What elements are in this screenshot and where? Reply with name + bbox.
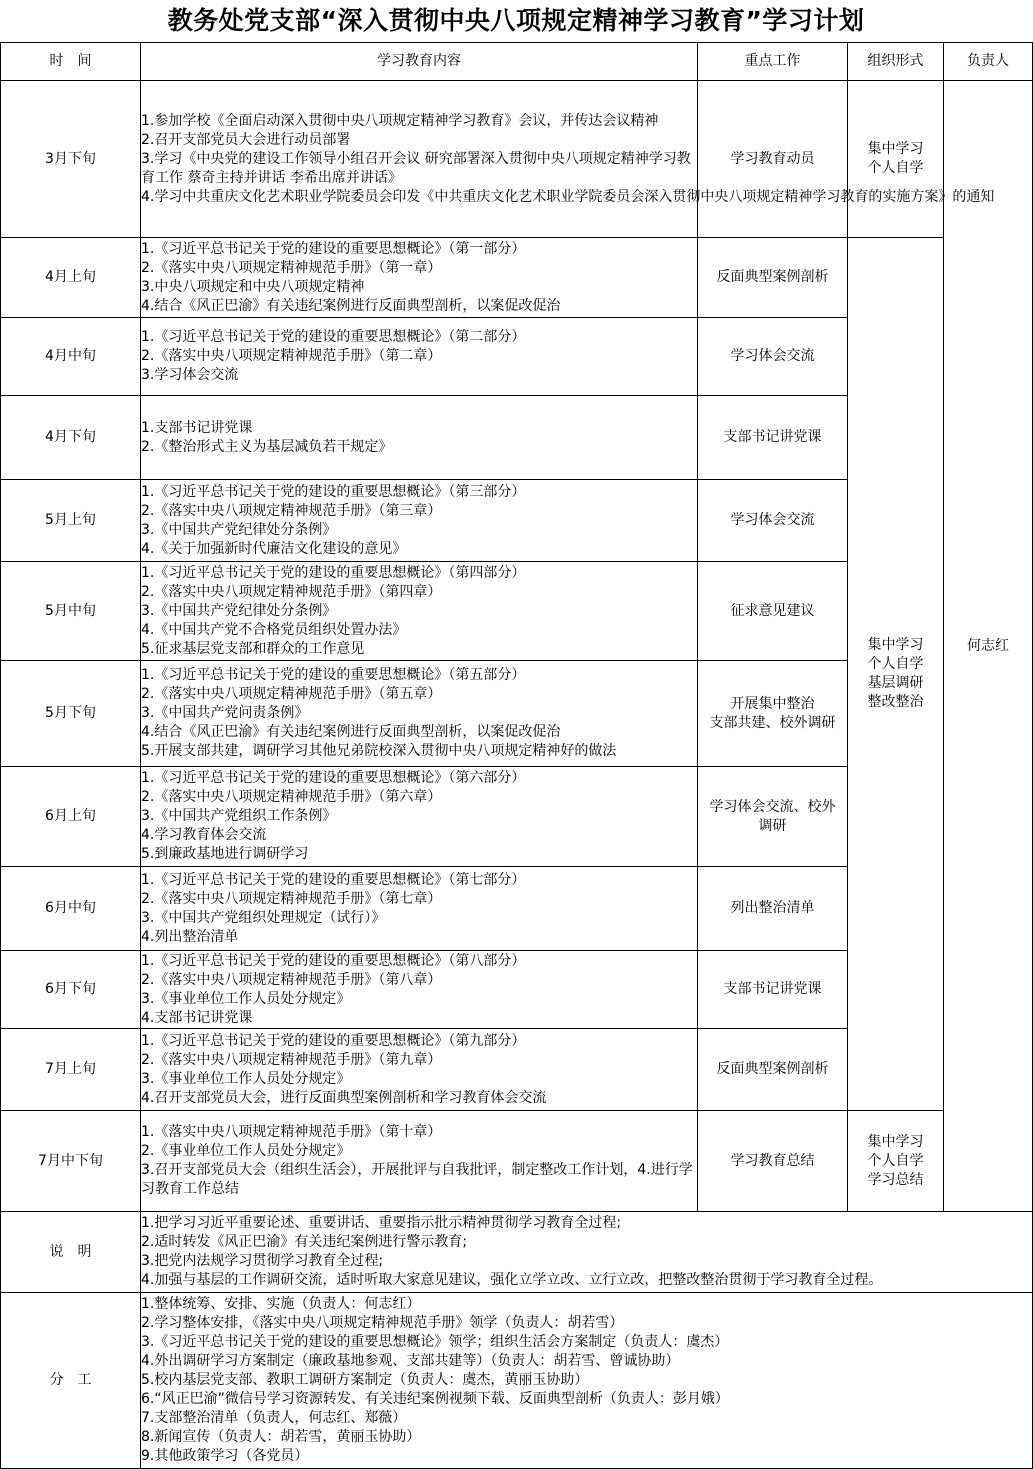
content-item: 3.召开支部党员大会（组织生活会），开展批评与自我批评，制定整改工作计划，4.进行学习教育工作总结 bbox=[141, 1162, 693, 1197]
content-item: 3.《中国共产党纪律处分条例》 bbox=[141, 602, 337, 619]
row-focus bbox=[698, 562, 848, 661]
row-focus bbox=[698, 238, 848, 318]
row-content bbox=[141, 951, 698, 1029]
form-line: 集中学习 bbox=[867, 637, 924, 653]
form-line: 集中学习 bbox=[867, 1133, 924, 1150]
header-row bbox=[1, 43, 1033, 81]
notes-row bbox=[1, 1212, 1033, 1293]
row-focus bbox=[698, 396, 848, 480]
row-content bbox=[141, 661, 698, 767]
row-time: 4月下旬 bbox=[1, 396, 141, 480]
header-form: 组织形式 bbox=[848, 43, 944, 81]
header-focus: 重点工作 bbox=[698, 43, 848, 81]
division-row-content bbox=[141, 1293, 1033, 1469]
focus-line: 调研 bbox=[758, 817, 787, 834]
content-item: 1.支部书记讲党课 bbox=[141, 419, 253, 436]
form-line: 整改整治 bbox=[867, 694, 924, 710]
form-line: 集中学习 bbox=[867, 141, 924, 157]
focus-line: 征求意见建议 bbox=[730, 602, 815, 619]
footer-item: 1.整体统筹、安排、实施（负责人：何志红） bbox=[141, 1296, 421, 1312]
division-row bbox=[1, 1293, 1033, 1469]
row-content bbox=[141, 480, 698, 562]
focus-line: 开展集中整治 bbox=[730, 695, 815, 712]
content-item: 1.《习近平总书记关于党的建设的重要思想概论》（第三部分） bbox=[141, 483, 526, 500]
footer-item: 9.其他政策学习（各党员） bbox=[141, 1448, 309, 1464]
content-item: 1.《习近平总书记关于党的建设的重要思想概论》（第八部分） bbox=[141, 952, 526, 969]
footer-item: 2.适时转发《风正巴渝》有关违纪案例进行警示教育; bbox=[141, 1234, 468, 1250]
content-item: 4.《关于加强新时代廉洁文化建设的意见》 bbox=[141, 540, 407, 557]
row-content bbox=[141, 318, 698, 396]
content-item: 1.《习近平总书记关于党的建设的重要思想概论》（第二部分） bbox=[141, 329, 526, 345]
footer-item: 8.新闻宣传（负责人：胡若雪，黄丽玉协助） bbox=[141, 1429, 421, 1445]
content-item: 3.《中国共产党问责条例》 bbox=[141, 705, 309, 721]
row-focus bbox=[698, 867, 848, 951]
content-item: 2.《落实中央八项规定精神规范手册》（第三章） bbox=[141, 502, 442, 519]
owner-cell: 何志红 bbox=[944, 81, 1033, 1212]
content-item: 4.结合《风正巴渝》有关违纪案例进行反面典型剖析，以案促改促治 bbox=[141, 724, 561, 740]
division-row-label: 分 工 bbox=[1, 1293, 141, 1469]
content-item: 4.学习中共重庆文化艺术职业学院委员会印发《中共重庆文化艺术职业学院委员会深入贯彻中央八项规定精神学习教育的实施方案》的通知 bbox=[141, 188, 995, 205]
content-item: 1.《习近平总书记关于党的建设的重要思想概论》（第六部分） bbox=[141, 770, 526, 786]
content-item: 2.《落实中央八项规定精神规范手册》（第五章） bbox=[141, 686, 442, 702]
row-content bbox=[141, 1111, 698, 1212]
content-item: 4.结合《风正巴渝》有关违纪案例进行反面典型剖析，以案促改促治 bbox=[141, 297, 561, 314]
focus-line: 学习体会交流、校外 bbox=[709, 798, 836, 815]
footer-item: 5.校内基层党支部、教职工调研方案制定（负责人：虞杰，黄丽玉协助） bbox=[141, 1372, 589, 1388]
focus-line: 学习教育动员 bbox=[730, 150, 815, 167]
focus-line: 支部共建、校外调研 bbox=[709, 714, 836, 731]
content-item: 1.《落实中央八项规定精神规范手册》（第十章） bbox=[141, 1124, 442, 1140]
focus-line: 学习体会交流 bbox=[730, 512, 815, 528]
content-item: 2.《落实中央八项规定精神规范手册》（第二章） bbox=[141, 348, 442, 364]
row-focus bbox=[698, 1029, 848, 1111]
form-line: 基层调研 bbox=[867, 675, 924, 691]
form-cell bbox=[848, 1111, 944, 1212]
focus-line: 反面典型案例剖析 bbox=[716, 1061, 829, 1077]
focus-line: 学习教育总结 bbox=[730, 1152, 815, 1169]
row-time: 6月上旬 bbox=[1, 767, 141, 867]
row-content bbox=[141, 562, 698, 661]
row-focus bbox=[698, 767, 848, 867]
focus-line: 支部书记讲党课 bbox=[723, 981, 822, 997]
content-item: 3.学习《中央党的建设工作领导小组召开会议 研究部署深入贯彻中央八项规定精神学习教育工作 蔡奇主持并讲话 李希出席并讲话》 bbox=[141, 150, 691, 186]
content-item: 2.《落实中央八项规定精神规范手册》（第九章） bbox=[141, 1051, 442, 1068]
form-line: 个人自学 bbox=[867, 160, 924, 176]
notes-row-content bbox=[141, 1212, 1033, 1293]
content-item: 1.《习近平总书记关于党的建设的重要思想概论》（第四部分） bbox=[141, 564, 526, 581]
header-time: 时 间 bbox=[1, 43, 141, 81]
row-time: 7月中下旬 bbox=[1, 1111, 141, 1212]
content-item: 3.《中国共产党纪律处分条例》 bbox=[141, 521, 337, 538]
row-time: 5月中旬 bbox=[1, 562, 141, 661]
footer-item: 2.学习整体安排，《落实中央八项规定精神规范手册》领学（负责人：胡若雪） bbox=[141, 1315, 624, 1331]
notes-row-label: 说 明 bbox=[1, 1212, 141, 1293]
footer-item: 4.外出调研学习方案制定（廉政基地参观、支部共建等）（负责人：胡若雪、曾诚协助） bbox=[141, 1353, 680, 1369]
content-item: 3.学习体会交流 bbox=[141, 367, 239, 383]
row-focus bbox=[698, 81, 848, 238]
plan-row bbox=[1, 81, 1033, 238]
content-item: 2.《落实中央八项规定精神规范手册》（第四章） bbox=[141, 583, 442, 600]
content-item: 5.到廉政基地进行调研学习 bbox=[141, 846, 309, 862]
content-item: 3.《中国共产党组织处理规定（试行）》 bbox=[141, 909, 386, 926]
content-item: 5.征求基层党支部和群众的工作意见 bbox=[141, 640, 365, 657]
plan-row bbox=[1, 238, 1033, 318]
content-item: 5.开展支部共建，调研学习其他兄弟院校深入贯彻中央八项规定精神好的做法 bbox=[141, 743, 617, 759]
row-time: 4月中旬 bbox=[1, 318, 141, 396]
row-time: 6月下旬 bbox=[1, 951, 141, 1029]
row-content bbox=[141, 1029, 698, 1111]
plan-row bbox=[1, 1111, 1033, 1212]
content-item: 2.《整治形式主义为基层减负若干规定》 bbox=[141, 438, 393, 455]
footer-item: 3.把党内法规学习贯彻学习教育全过程; bbox=[141, 1253, 384, 1269]
footer-item: 1.把学习习近平重要论述、重要讲话、重要指示批示精神贯彻学习教育全过程; bbox=[141, 1215, 622, 1231]
content-item: 4.召开支部党员大会，进行反面典型案例剖析和学习教育体会交流 bbox=[141, 1089, 547, 1106]
row-time: 6月中旬 bbox=[1, 867, 141, 951]
content-item: 4.支部书记讲党课 bbox=[141, 1009, 253, 1026]
footer-item: 7.支部整治清单（负责人，何志红、郑薇） bbox=[141, 1410, 407, 1426]
focus-line: 支部书记讲党课 bbox=[723, 429, 822, 445]
content-item: 3.《事业单位工作人员处分规定》 bbox=[141, 990, 351, 1007]
row-content bbox=[141, 396, 698, 480]
content-item: 2.召开支部党员大会进行动员部署 bbox=[141, 131, 351, 148]
study-plan-table bbox=[0, 42, 1033, 1469]
row-focus bbox=[698, 318, 848, 396]
header-content: 学习教育内容 bbox=[141, 43, 698, 81]
row-content bbox=[141, 238, 698, 318]
header-owner: 负责人 bbox=[944, 43, 1033, 81]
row-focus bbox=[698, 1111, 848, 1212]
row-time: 4月上旬 bbox=[1, 238, 141, 318]
row-content bbox=[141, 867, 698, 951]
form-line: 个人自学 bbox=[867, 656, 924, 672]
row-time: 7月上旬 bbox=[1, 1029, 141, 1111]
content-item: 3.《中国共产党组织工作条例》 bbox=[141, 808, 337, 824]
content-item: 4.列出整治清单 bbox=[141, 928, 239, 945]
content-item: 4.《中国共产党不合格党员组织处置办法》 bbox=[141, 621, 407, 638]
form-cell bbox=[848, 81, 944, 238]
content-item: 2.《落实中央八项规定精神规范手册》（第一章） bbox=[141, 259, 442, 276]
row-focus bbox=[698, 951, 848, 1029]
page-title: 教务处党支部“深入贯彻中央八项规定精神学习教育”学习计划 bbox=[167, 6, 865, 35]
form-line: 学习总结 bbox=[867, 1171, 924, 1188]
row-time: 5月上旬 bbox=[1, 480, 141, 562]
footer-item: 3.《习近平总书记关于党的建设的重要思想概论》领学；组织生活会方案制定（负责人：虞杰） bbox=[141, 1334, 729, 1350]
form-line: 个人自学 bbox=[867, 1152, 924, 1169]
row-focus bbox=[698, 480, 848, 562]
content-item: 2.《落实中央八项规定精神规范手册》（第六章） bbox=[141, 789, 442, 805]
content-item: 1.《习近平总书记关于党的建设的重要思想概论》（第五部分） bbox=[141, 667, 526, 683]
content-item: 1.《习近平总书记关于党的建设的重要思想概论》（第九部分） bbox=[141, 1032, 526, 1049]
focus-line: 列出整治清单 bbox=[730, 900, 815, 916]
content-item: 4.学习教育体会交流 bbox=[141, 827, 267, 843]
content-item: 1.《习近平总书记关于党的建设的重要思想概论》（第七部分） bbox=[141, 871, 526, 888]
content-item: 2.《事业单位工作人员处分规定》 bbox=[141, 1143, 351, 1159]
content-item: 3.《事业单位工作人员处分规定》 bbox=[141, 1070, 351, 1087]
row-time: 3月下旬 bbox=[1, 81, 141, 238]
focus-line: 反面典型案例剖析 bbox=[716, 269, 829, 285]
focus-line: 学习体会交流 bbox=[730, 348, 815, 364]
content-item: 1.《习近平总书记关于党的建设的重要思想概论》（第一部分） bbox=[141, 240, 526, 257]
row-content bbox=[141, 767, 698, 867]
form-cell bbox=[848, 238, 944, 1111]
row-time: 5月下旬 bbox=[1, 661, 141, 767]
row-focus bbox=[698, 661, 848, 767]
footer-item: 6.“风正巴渝”微信号学习资源转发、有关违纪案例视频下载、反面典型剖析（负责人：彭月娥） bbox=[141, 1391, 729, 1407]
content-item: 2.《落实中央八项规定精神规范手册》（第七章） bbox=[141, 890, 442, 907]
content-item: 3.中央八项规定和中央八项规定精神 bbox=[141, 278, 365, 295]
content-item: 1.参加学校《全面启动深入贯彻中央八项规定精神学习教育》会议，并传达会议精神 bbox=[141, 112, 659, 129]
content-item: 2.《落实中央八项规定精神规范手册》（第八章） bbox=[141, 971, 442, 988]
footer-item: 4.加强与基层的工作调研交流，适时听取大家意见建议，强化立学立改、立行立改，把整改整治贯彻于学习教育全过程。 bbox=[141, 1272, 883, 1288]
